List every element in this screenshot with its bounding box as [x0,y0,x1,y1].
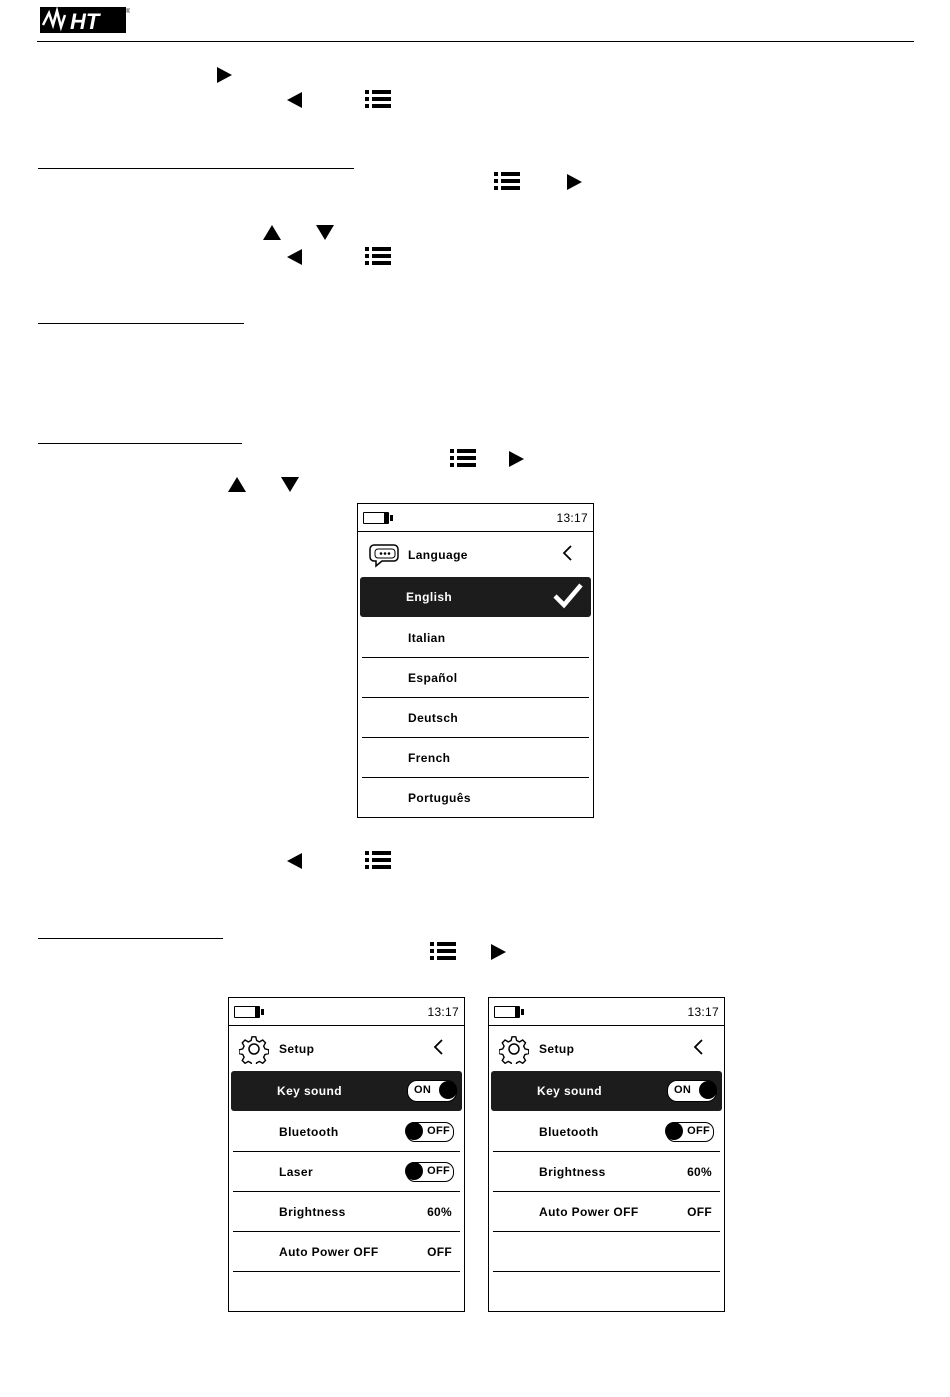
key-sound-toggle[interactable] [668,1081,716,1101]
setup-label: Laser [279,1165,314,1179]
language-label: Português [408,791,471,805]
section-underline [38,323,244,324]
screen-header [229,1026,464,1072]
setup-label: Brightness [539,1165,606,1179]
battery-icon [234,1006,260,1018]
gear-icon [239,1034,269,1064]
clock: 13:17 [427,1005,459,1019]
speech-bubble-icon [368,540,400,568]
toggle-state: OFF [427,1125,450,1137]
setup-row-laser[interactable] [233,1152,460,1192]
menu-icon [365,851,391,870]
screen-header [489,1026,724,1072]
menu-icon [494,172,520,191]
language-screen [357,503,594,818]
bluetooth-toggle[interactable] [666,1122,714,1142]
left-arrow-icon [287,853,302,869]
toggle-state: ON [414,1084,432,1096]
status-bar [229,998,464,1026]
down-arrow-icon [281,477,299,492]
language-item-english[interactable] [360,577,591,617]
battery-icon [494,1006,520,1018]
section-underline [38,443,242,444]
toggle-state: ON [674,1084,692,1096]
setup-row-key-sound[interactable] [231,1071,462,1111]
menu-icon [430,942,456,961]
language-label: Deutsch [408,711,459,725]
setup-label: Bluetooth [539,1125,599,1139]
setup-screen-right [488,997,725,1312]
clock: 13:17 [687,1005,719,1019]
right-arrow-icon [509,451,524,467]
language-label: Italian [408,631,446,645]
setup-value: OFF [687,1205,712,1219]
right-arrow-icon [491,944,506,960]
status-bar [358,504,593,532]
setup-label: Brightness [279,1205,346,1219]
svg-text:®: ® [126,9,130,15]
setup-value: 60% [687,1165,712,1179]
checkmark-icon [553,583,583,609]
clock: 13:17 [556,511,588,525]
bluetooth-toggle[interactable] [406,1122,454,1142]
laser-toggle[interactable] [406,1162,454,1182]
language-item-portugues[interactable] [362,778,589,817]
logo-text: HT [70,9,100,34]
up-arrow-icon [228,477,246,492]
setup-label: Bluetooth [279,1125,339,1139]
setup-value: 60% [427,1205,452,1219]
left-arrow-icon [287,92,302,108]
language-label: French [408,751,451,765]
header-rule [37,41,914,42]
up-arrow-icon [263,225,281,240]
menu-icon [450,449,476,468]
toggle-state: OFF [687,1125,710,1137]
toggle-knob [405,1122,423,1140]
setup-row-brightness[interactable] [233,1192,460,1232]
down-arrow-icon [316,225,334,240]
screen-header [358,532,593,578]
section-underline [38,938,223,939]
setup-label: Auto Power OFF [279,1245,379,1259]
screen-title: Setup [539,1042,575,1056]
language-item-espanol[interactable] [362,658,589,698]
setup-label: Key sound [537,1084,602,1098]
setup-value: OFF [427,1245,452,1259]
toggle-knob [699,1081,717,1099]
setup-screen-left [228,997,465,1312]
setup-row-bluetooth[interactable] [233,1112,460,1152]
toggle-knob [405,1162,423,1180]
gear-icon [499,1034,529,1064]
ht-logo [40,5,130,35]
back-chevron-icon[interactable] [432,1038,444,1056]
setup-row-brightness[interactable] [493,1152,720,1192]
language-label: Español [408,671,458,685]
language-item-italian[interactable] [362,618,589,658]
status-bar [489,998,724,1026]
left-arrow-icon [287,249,302,265]
setup-row-empty [493,1232,720,1272]
toggle-state: OFF [427,1165,450,1177]
language-label: English [406,590,453,604]
setup-label: Auto Power OFF [539,1205,639,1219]
screen-title: Language [408,548,468,562]
section-underline [38,168,354,169]
setup-row-bluetooth[interactable] [493,1112,720,1152]
right-arrow-icon [217,67,232,83]
setup-row-auto-power-off[interactable] [233,1232,460,1272]
toggle-knob [439,1081,457,1099]
back-chevron-icon[interactable] [692,1038,704,1056]
screen-title: Setup [279,1042,315,1056]
setup-row-auto-power-off[interactable] [493,1192,720,1232]
setup-row-key-sound[interactable] [491,1071,722,1111]
battery-icon [363,512,389,524]
right-arrow-icon [567,174,582,190]
setup-label: Key sound [277,1084,342,1098]
key-sound-toggle[interactable] [408,1081,456,1101]
menu-icon [365,90,391,109]
toggle-knob [665,1122,683,1140]
menu-icon [365,247,391,266]
language-item-deutsch[interactable] [362,698,589,738]
language-item-french[interactable] [362,738,589,778]
back-chevron-icon[interactable] [561,544,573,562]
